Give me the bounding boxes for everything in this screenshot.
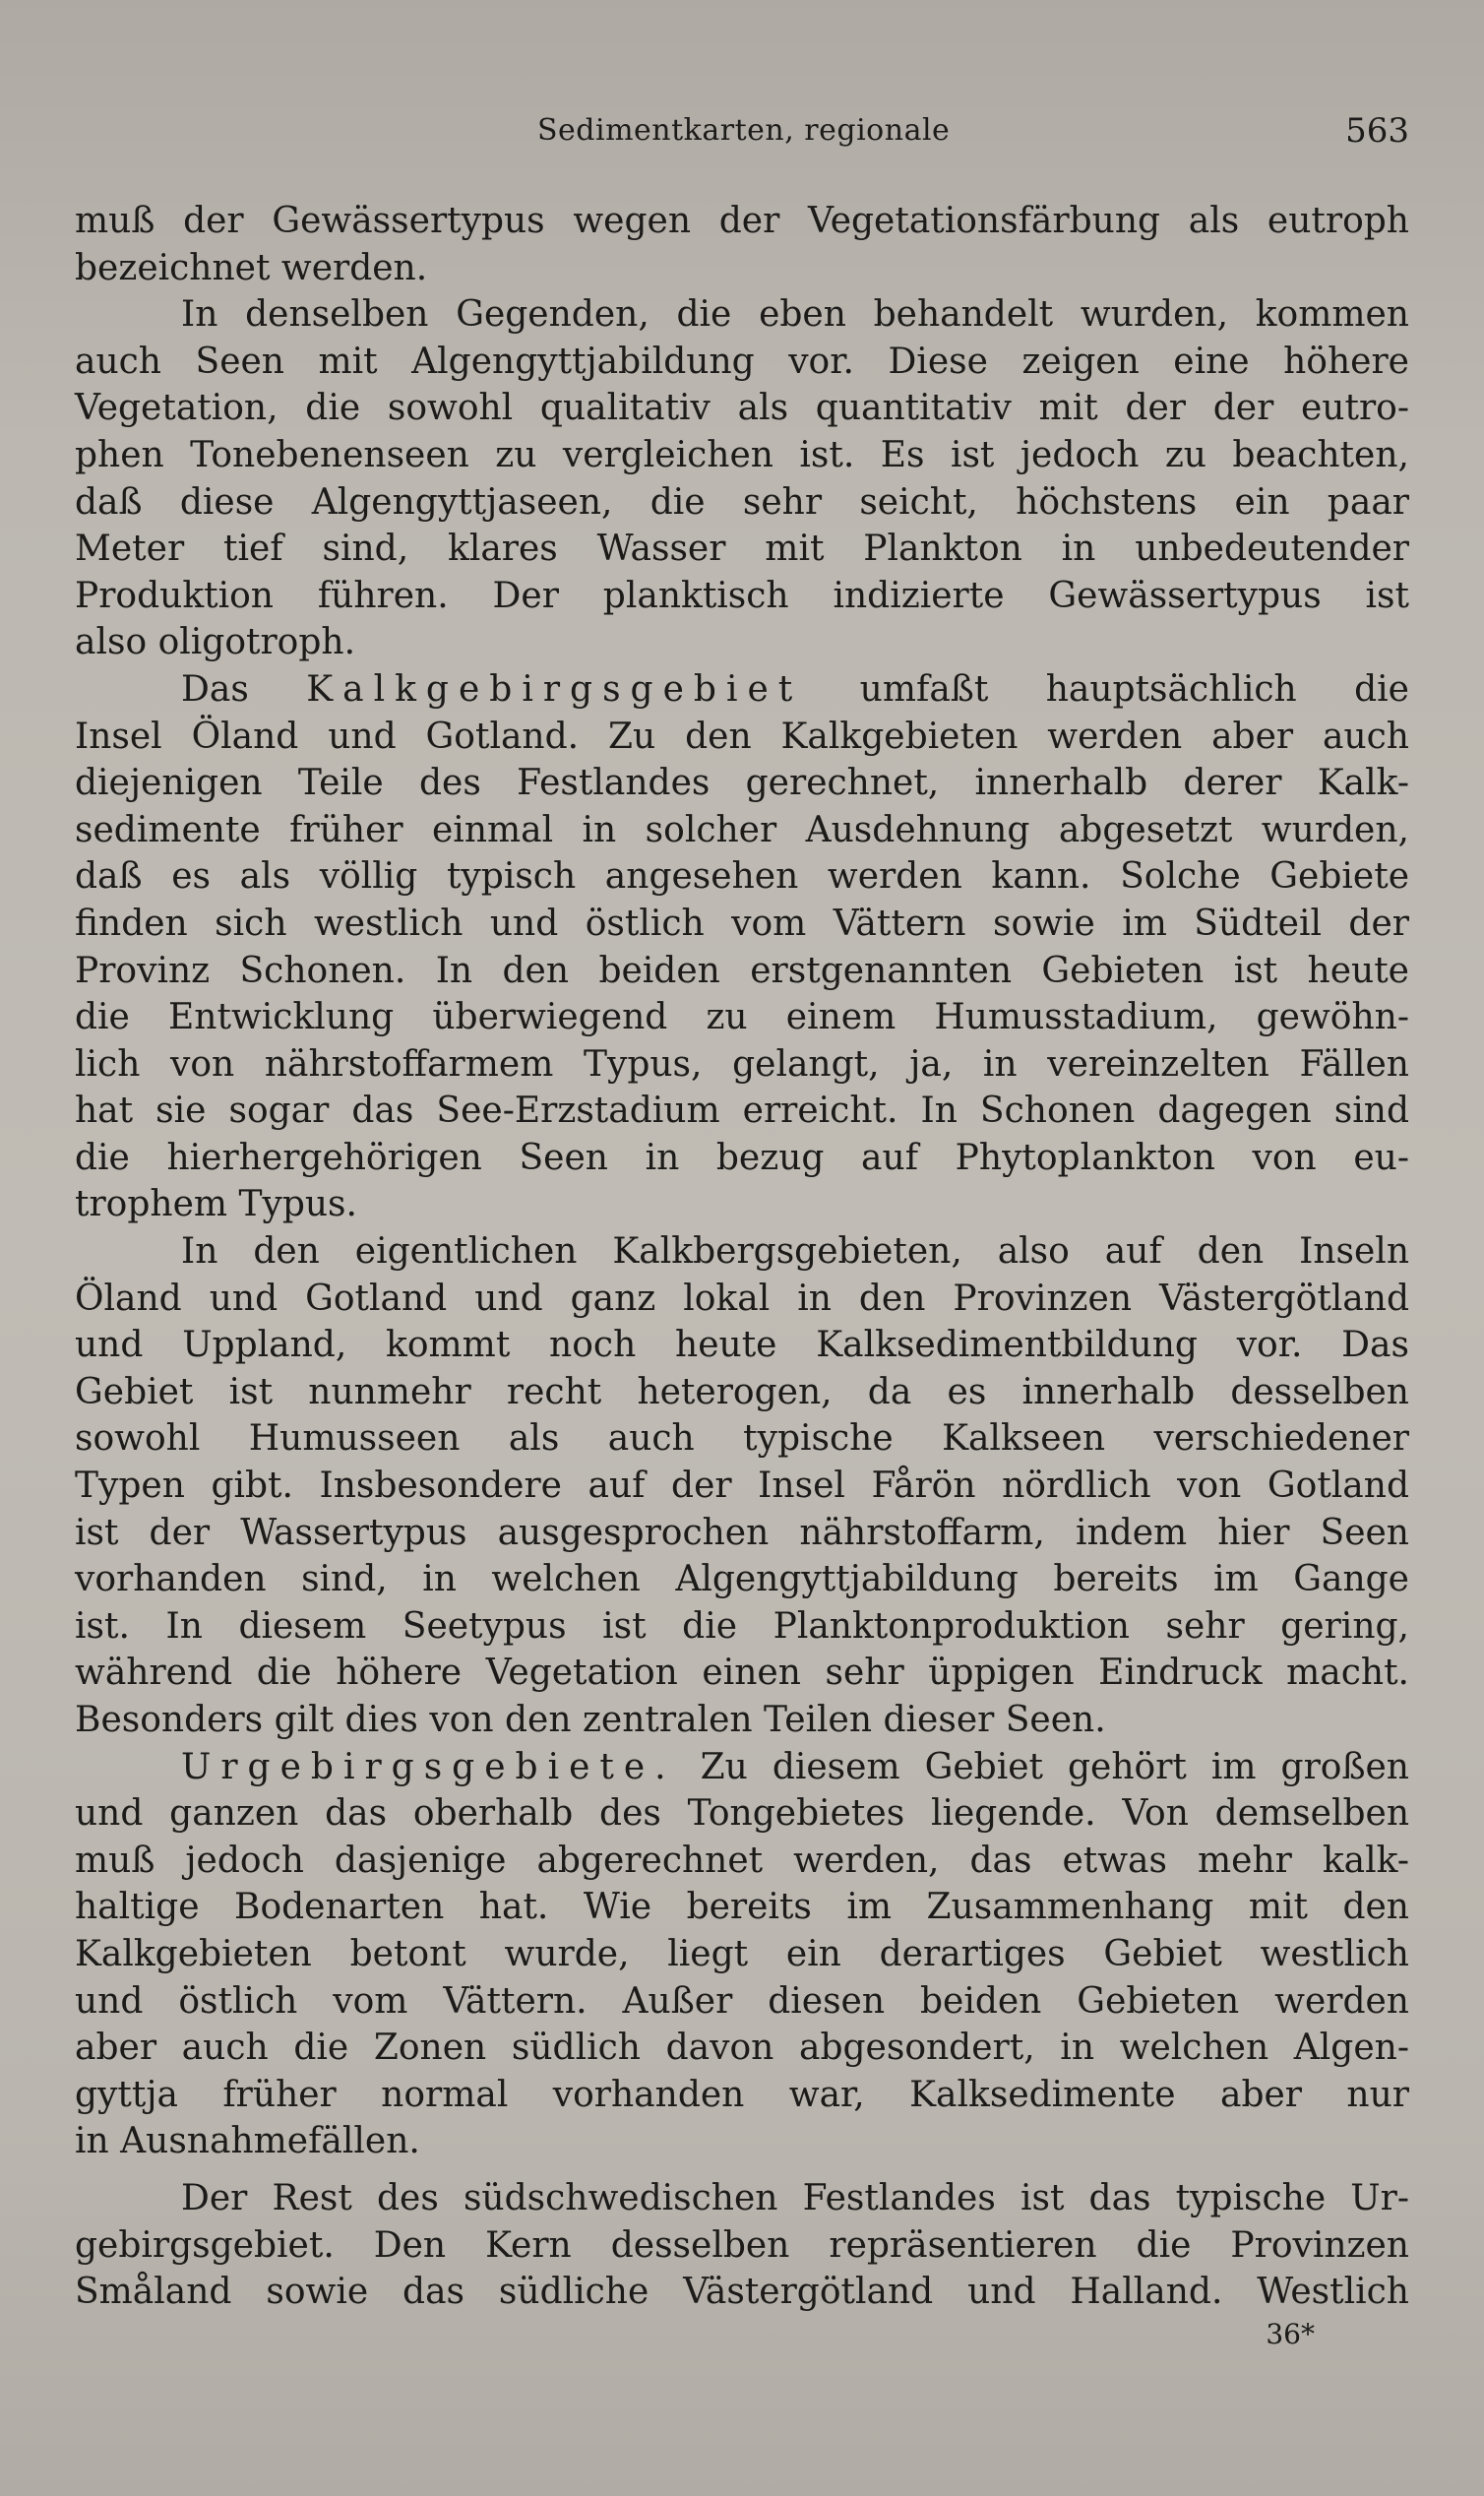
text-line (75, 1744, 1409, 1791)
text-line: in Ausnahmefällen. (75, 2121, 420, 2162)
line-rest: umfaßt hauptsächlich die (859, 668, 1409, 710)
text-line: Besonders gilt dies von den zentralen Teilen dieser Seen. (75, 1700, 1106, 1740)
text-line: muß jedoch dasjenige abgerechnet werden, das etwas mehr kalk- (75, 1840, 1409, 1881)
text-line: hat sie sogar das See-Erzstadium erreicht. In Schonen dagegen sind (75, 1091, 1409, 1132)
text-line: ist der Wassertypus ausgesprochen nährstoffarm, indem hier Seen (75, 1512, 1409, 1553)
text-line: daß diese Algengyttjaseen, die sehr seicht, höchstens ein paar (75, 481, 1409, 523)
text-line: die hierhergehörigen Seen in bezug auf Phytoplankton von eu- (75, 1137, 1409, 1178)
section-term: Urgebirgsgebiete. (181, 1746, 676, 1787)
page-number: 563 (1345, 111, 1409, 151)
paragraph-lead: Das (181, 668, 249, 710)
text-line: Der Rest des südschwedischen Festlandes ist das typische Ur- (181, 2177, 1409, 2218)
text-line: ist. In diesem Seetypus ist die Planktonproduktion sehr gering, (75, 1605, 1409, 1647)
text-line (75, 666, 1409, 714)
book-page (75, 103, 1409, 2446)
text-line: während die höhere Vegetation einen sehr üppigen Eindruck macht. (75, 1653, 1409, 1694)
text-line: und Uppland, kommt noch heute Kalksedimentbildung vor. Das (75, 1325, 1409, 1366)
text-line: vorhanden sind, in welchen Algengyttjabildung bereits im Gange (75, 1559, 1409, 1600)
paragraph (75, 1744, 1409, 2165)
text-line: lich von nährstoffarmem Typus, gelangt, ja, in vereinzelten Fällen (75, 1043, 1409, 1085)
paragraph (75, 1228, 1409, 1744)
text-line: In den eigentlichen Kalkbergsgebieten, also auf den Inseln (181, 1231, 1409, 1273)
text-line: gyttja früher normal vorhanden war, Kalksedimente aber nur (75, 2074, 1409, 2115)
text-line: sedimente früher einmal in solcher Ausdehnung abgesetzt wurden, (75, 809, 1409, 850)
text-line: Produktion führen. Der planktisch indizierte Gewässertypus ist (75, 575, 1409, 616)
text-line: Typen gibt. Insbesondere auf der Insel Fårön nördlich von Gotland (75, 1466, 1409, 1507)
text-line: sowohl Humusseen als auch typische Kalkseen verschiedener (75, 1418, 1409, 1460)
text-line: muß der Gewässertypus wegen der Vegetationsfärbung als eutroph (75, 201, 1409, 241)
paragraph (75, 291, 1409, 666)
text-line: Provinz Schonen. In den beiden erstgenannten Gebieten ist heute (75, 950, 1409, 991)
paragraph (75, 198, 1409, 291)
text-line: haltige Bodenarten hat. Wie bereits im Zusammenhang mit den (75, 1887, 1409, 1928)
paragraph-gap (75, 2165, 1409, 2175)
text-line: Småland sowie das südliche Västergötland und Halland. Westlich (75, 2272, 1409, 2313)
text-line: finden sich westlich und östlich vom Vättern sowie im Südteil der (75, 903, 1409, 944)
text-line: In denselben Gegenden, die eben behandelt wurden, kommen (181, 294, 1409, 336)
text-line: auch Seen mit Algengyttjabildung vor. Diese zeigen eine höhere (75, 341, 1409, 382)
running-head (75, 103, 1409, 172)
text-line: trophem Typus. (75, 1184, 357, 1225)
text-line: Öland und Gotland und ganz lokal in den Provinzen Västergötland (75, 1278, 1409, 1319)
text-line: und ganzen das oberhalb des Tongebietes liegende. Von demselben (75, 1793, 1409, 1835)
text-line: diejenigen Teile des Festlandes gerechnet, innerhalb derer Kalk- (75, 763, 1409, 804)
text-line: also oligotroph. (75, 622, 356, 663)
paragraph (75, 666, 1409, 1228)
text-line: und östlich vom Vättern. Außer diesen beiden Gebieten werden (75, 1980, 1409, 2022)
text-line: phen Tonebenenseen zu vergleichen ist. Es ist jedoch zu beachten, (75, 434, 1409, 475)
text-line: Meter tief sind, klares Wasser mit Plankton in unbedeutender (75, 529, 1409, 570)
text-line: gebirgsgebiet. Den Kern desselben repräsentieren die Provinzen (75, 2224, 1409, 2266)
text-line: Kalkgebieten betont wurde, liegt ein derartiges Gebiet westlich (75, 1933, 1409, 1974)
text-line: Vegetation, die sowohl qualitativ als quantitativ mit der der eutro- (75, 388, 1409, 429)
running-head-title: Sedimentkarten, regionale (537, 113, 951, 148)
text-line: Insel Öland und Gotland. Zu den Kalkgebieten werden aber auch (75, 716, 1409, 757)
text-line: die Entwicklung überwiegend zu einem Humusstadium, gewöhn- (75, 997, 1409, 1038)
paragraph (75, 2175, 1409, 2316)
line-rest: Zu diesem Gebiet gehört im großen (700, 1746, 1409, 1787)
signature-mark: 36* (1266, 2318, 1315, 2350)
text-line: bezeichnet werden. (75, 247, 428, 288)
text-line: daß es als völlig typisch angesehen werden kann. Solche Gebiete (75, 856, 1409, 898)
body-text (75, 198, 1409, 2316)
section-term: Kalkgebirgsgebiet (306, 668, 803, 710)
text-line: aber auch die Zonen südlich davon abgesondert, in welchen Algen- (75, 2028, 1409, 2069)
text-line: Gebiet ist nunmehr recht heterogen, da es innerhalb desselben (75, 1371, 1409, 1412)
